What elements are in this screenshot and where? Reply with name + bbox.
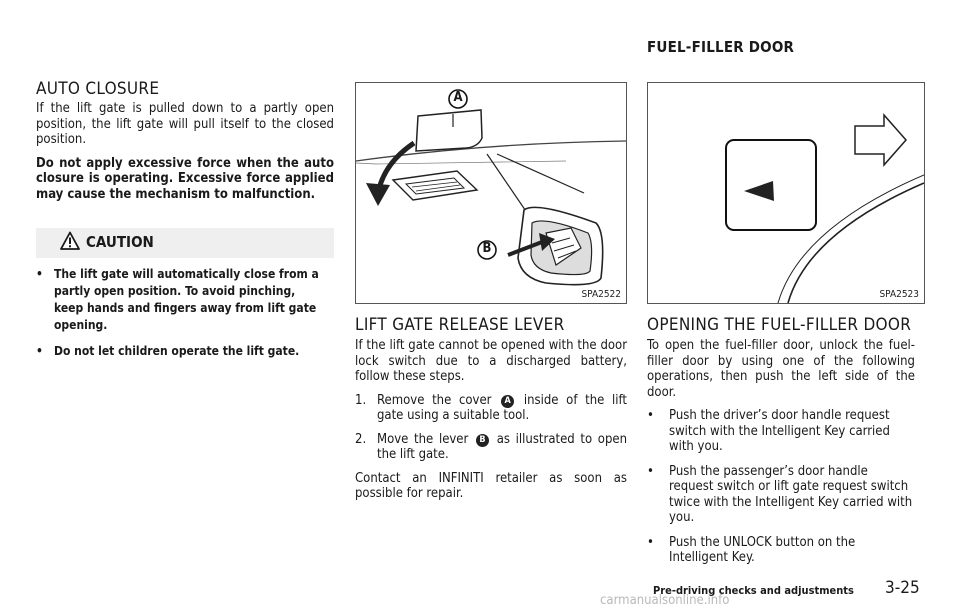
release-lever-intro: If the lift gate cannot be opened with the door lock switch due to a discharged battery, follow these steps.	[355, 338, 627, 384]
marker-b-badge: B	[476, 434, 489, 447]
auto-closure-text	[36, 101, 334, 210]
step-text: Remove the cover	[377, 392, 492, 408]
lift-gate-lever-drawing	[356, 83, 626, 303]
step-text: Move the lever	[377, 431, 469, 447]
step-item	[355, 393, 627, 424]
caution-item-text: Do not let children operate the lift gate.	[54, 344, 300, 358]
bullet: •	[647, 408, 654, 423]
fuel-door-intro: To open the fuel-filler door, unlock the fuel-filler door by using one of the following operations, then push the left side of the door.	[647, 338, 915, 400]
release-lever-heading: LIFT GATE RELEASE LEVER	[355, 315, 565, 335]
release-lever-steps	[355, 393, 627, 463]
footer-section-title: Pre-driving checks and adjustments	[653, 584, 854, 597]
caution-banner	[36, 228, 334, 258]
auto-closure-body: If the lift gate is pulled down to a partly open position, the lift gate will pull itself to the closed position.	[36, 101, 334, 147]
marker-a-circle	[448, 89, 468, 113]
page-number: 3-25	[885, 578, 920, 598]
warning-triangle-icon	[60, 231, 80, 251]
fuel-door-item	[647, 408, 915, 455]
fuel-door-item-text: Push the passenger’s door handle request switch or lift gate request switch twice with the Intelligent Key carried with you.	[669, 463, 913, 525]
auto-closure-warning: Do not apply excessive force when the auto closure is operating. Excessive force applied may cause the mechanism to malfunction.	[36, 155, 334, 202]
marker-b-circle	[477, 240, 497, 264]
bullet: •	[36, 267, 43, 281]
step-text: as illustrated to open the lift gate.	[377, 431, 628, 462]
fuel-door-illustration	[647, 82, 925, 304]
step-number: 1.	[355, 392, 367, 408]
step-number: 2.	[355, 431, 367, 447]
caution-title: CAUTION	[86, 233, 154, 251]
caution-item	[36, 343, 328, 360]
figure-code: SPA2523	[879, 289, 919, 300]
lift-gate-lever-illustration	[355, 82, 627, 304]
bullet: •	[36, 344, 43, 358]
marker-a-badge: A	[501, 395, 514, 408]
fuel-door-item-text: Push the driver’s door handle request switch with the Intelligent Key carried with you.	[669, 408, 890, 454]
marker-a-label: A	[453, 90, 463, 105]
release-lever-outro: Contact an INFINITI retailer as soon as possible for repair.	[355, 470, 627, 501]
step-item	[355, 432, 627, 463]
auto-closure-heading: AUTO CLOSURE	[36, 79, 160, 99]
figure-code: SPA2522	[581, 289, 621, 300]
caution-item-text: The lift gate will automatically close from a partly open position. To avoid pinching, keep hands and fingers away from lift gate opening.	[54, 267, 319, 332]
fuel-door-item	[647, 464, 915, 526]
bullet: •	[647, 463, 654, 479]
step-text: inside of the lift gate using a suitable tool.	[377, 392, 627, 423]
caution-list	[36, 266, 328, 369]
release-lever-text	[355, 338, 627, 510]
marker-b-label: B	[482, 241, 492, 256]
fuel-door-text	[647, 338, 915, 575]
bullet: •	[647, 534, 654, 550]
watermark: carmanualsonline.info	[600, 593, 730, 608]
fuel-door-drawing	[648, 83, 924, 303]
fuel-door-item-text: Push the UNLOCK button on the Intelligent Key.	[669, 534, 856, 565]
fuel-door-heading: OPENING THE FUEL-FILLER DOOR	[647, 315, 912, 335]
caution-item	[36, 266, 328, 334]
fuel-door-item	[647, 535, 915, 566]
running-header: FUEL-FILLER DOOR	[647, 38, 795, 56]
